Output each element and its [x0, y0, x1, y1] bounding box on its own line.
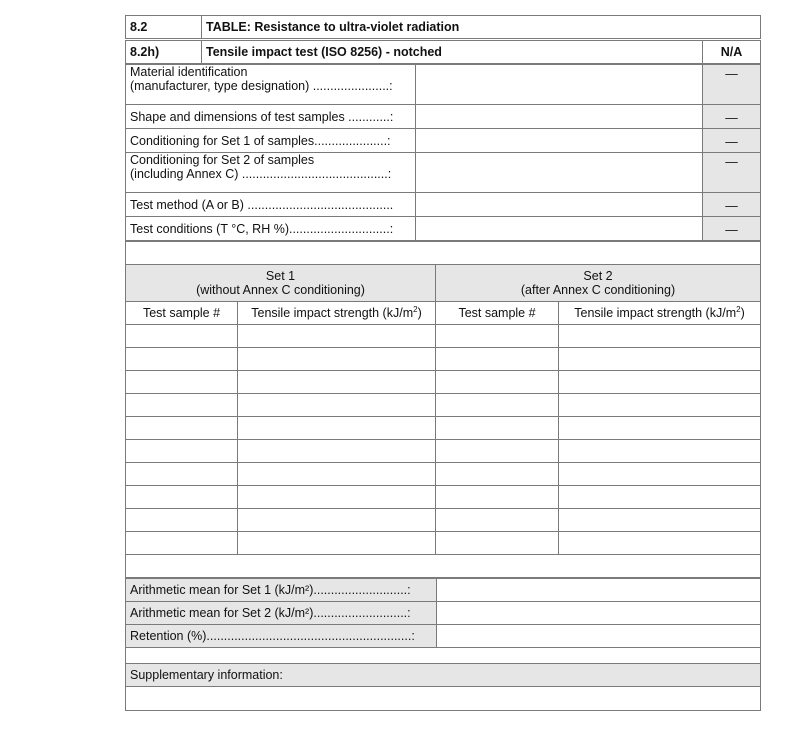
- data-cell[interactable]: [559, 417, 761, 440]
- col-header-strength-set1: [238, 302, 436, 325]
- data-cell[interactable]: [436, 509, 559, 532]
- table-row: [126, 509, 761, 532]
- data-cell[interactable]: [559, 440, 761, 463]
- field-label-line: Material identification: [130, 65, 248, 79]
- subsection-title: Tensile impact test (ISO 8256) - notched: [202, 41, 703, 64]
- field-label-conditioning-set2: [126, 153, 416, 193]
- data-cell[interactable]: [559, 463, 761, 486]
- data-cell[interactable]: [238, 532, 436, 555]
- mean-set2-label: Arithmetic mean for Set 2 (kJ/m²)...........................:: [126, 602, 437, 625]
- spacer-row: [126, 242, 761, 265]
- set2-subtitle: (after Annex C conditioning): [520, 283, 676, 297]
- header-table: [125, 15, 761, 39]
- col-header-end: ): [740, 306, 745, 321]
- data-cell[interactable]: [238, 486, 436, 509]
- data-cell[interactable]: [238, 440, 436, 463]
- table-row: [126, 417, 761, 440]
- data-cell[interactable]: [126, 348, 238, 371]
- table-row: [126, 325, 761, 348]
- data-cell[interactable]: [559, 394, 761, 417]
- col-header-end: ): [417, 306, 422, 321]
- data-cell[interactable]: [126, 371, 238, 394]
- col-header-sup: 2: [736, 305, 741, 315]
- data-cell[interactable]: [126, 394, 238, 417]
- data-cell[interactable]: [559, 486, 761, 509]
- field-verdict: —: [703, 193, 761, 217]
- field-verdict: —: [703, 105, 761, 129]
- table-row: [126, 532, 761, 555]
- field-label-line: (including Annex C) ..........................................:: [130, 167, 392, 181]
- data-cell[interactable]: [559, 348, 761, 371]
- field-value-shape[interactable]: [416, 105, 703, 129]
- supplementary-label: Supplementary information:: [126, 664, 761, 687]
- data-cell[interactable]: [126, 463, 238, 486]
- retention-label: Retention (%)...........................................................:: [126, 625, 437, 648]
- field-value-test-conditions[interactable]: [416, 217, 703, 241]
- data-cell[interactable]: [436, 371, 559, 394]
- results-table: [125, 578, 761, 711]
- data-cell[interactable]: [238, 348, 436, 371]
- field-verdict: —: [703, 217, 761, 241]
- data-cell[interactable]: [238, 325, 436, 348]
- data-cell[interactable]: [436, 486, 559, 509]
- data-cell[interactable]: [436, 325, 559, 348]
- subheader-table: [125, 40, 761, 64]
- field-label-material: [126, 65, 416, 105]
- data-cell[interactable]: [238, 371, 436, 394]
- col-header-text: Tensile impact strength (kJ/m: [251, 306, 414, 321]
- field-value-test-method[interactable]: [416, 193, 703, 217]
- field-verdict: —: [703, 65, 761, 105]
- data-cell[interactable]: [126, 509, 238, 532]
- uv-resistance-table: [125, 15, 761, 711]
- mean-set1-label: Arithmetic mean for Set 1 (kJ/m²)...........................:: [126, 579, 437, 602]
- data-cell[interactable]: [559, 532, 761, 555]
- col-header-sample-set2: Test sample #: [436, 302, 559, 325]
- col-header-strength-set2: [559, 302, 761, 325]
- data-cell[interactable]: [126, 486, 238, 509]
- data-cell[interactable]: [436, 463, 559, 486]
- table-row: [126, 486, 761, 509]
- table-row: [126, 348, 761, 371]
- data-cell[interactable]: [126, 417, 238, 440]
- col-header-sup: 2: [413, 305, 418, 315]
- data-cell[interactable]: [238, 394, 436, 417]
- data-cell[interactable]: [436, 532, 559, 555]
- set1-subtitle: (without Annex C conditioning): [196, 283, 365, 297]
- data-cell[interactable]: [559, 509, 761, 532]
- data-cell[interactable]: [126, 440, 238, 463]
- data-rows: [126, 325, 761, 555]
- set2-title: Set 2: [583, 269, 613, 283]
- sets-table: [125, 241, 761, 578]
- field-value-conditioning-set1[interactable]: [416, 129, 703, 153]
- data-cell[interactable]: [436, 394, 559, 417]
- field-verdict: —: [703, 153, 761, 193]
- data-cell[interactable]: [126, 325, 238, 348]
- section-number: 8.2: [126, 16, 202, 39]
- data-cell[interactable]: [436, 417, 559, 440]
- set1-header: [126, 265, 436, 302]
- data-cell[interactable]: [238, 509, 436, 532]
- data-cell[interactable]: [436, 348, 559, 371]
- field-verdict: —: [703, 129, 761, 153]
- col-header-text: Tensile impact strength (kJ/m: [574, 306, 737, 321]
- subsection-number: 8.2h): [126, 41, 202, 64]
- spacer-row: [126, 648, 761, 664]
- field-value-conditioning-set2[interactable]: [416, 153, 703, 193]
- data-cell[interactable]: [436, 440, 559, 463]
- data-cell[interactable]: [238, 463, 436, 486]
- field-label-conditioning-set1: Conditioning for Set 1 of samples.....................:: [126, 129, 416, 153]
- data-cell[interactable]: [559, 325, 761, 348]
- field-label-line: Conditioning for Set 2 of samples: [130, 153, 315, 167]
- mean-set2-value[interactable]: [437, 602, 761, 625]
- field-label-test-conditions: Test conditions (T °C, RH %).............................:: [126, 217, 416, 241]
- fields-table: [125, 64, 761, 241]
- mean-set1-value[interactable]: [437, 579, 761, 602]
- section-title: TABLE: Resistance to ultra-violet radiation: [202, 16, 761, 39]
- set2-header: [436, 265, 761, 302]
- field-value-material[interactable]: [416, 65, 703, 105]
- col-header-sample-set1: Test sample #: [126, 302, 238, 325]
- field-label-shape: Shape and dimensions of test samples ............:: [126, 105, 416, 129]
- data-cell[interactable]: [559, 371, 761, 394]
- table-row: [126, 371, 761, 394]
- spacer-row: [126, 555, 761, 578]
- field-label-test-method: Test method (A or B) ..........................................: [126, 193, 416, 217]
- verdict-header: N/A: [703, 41, 761, 64]
- table-row: [126, 440, 761, 463]
- table-row: [126, 463, 761, 486]
- supplementary-value[interactable]: [126, 687, 761, 711]
- data-cell[interactable]: [238, 417, 436, 440]
- table-row: [126, 394, 761, 417]
- retention-value[interactable]: [437, 625, 761, 648]
- set1-title: Set 1: [265, 269, 296, 283]
- field-label-line: (manufacturer, type designation) ......................:: [130, 79, 393, 93]
- data-cell[interactable]: [126, 532, 238, 555]
